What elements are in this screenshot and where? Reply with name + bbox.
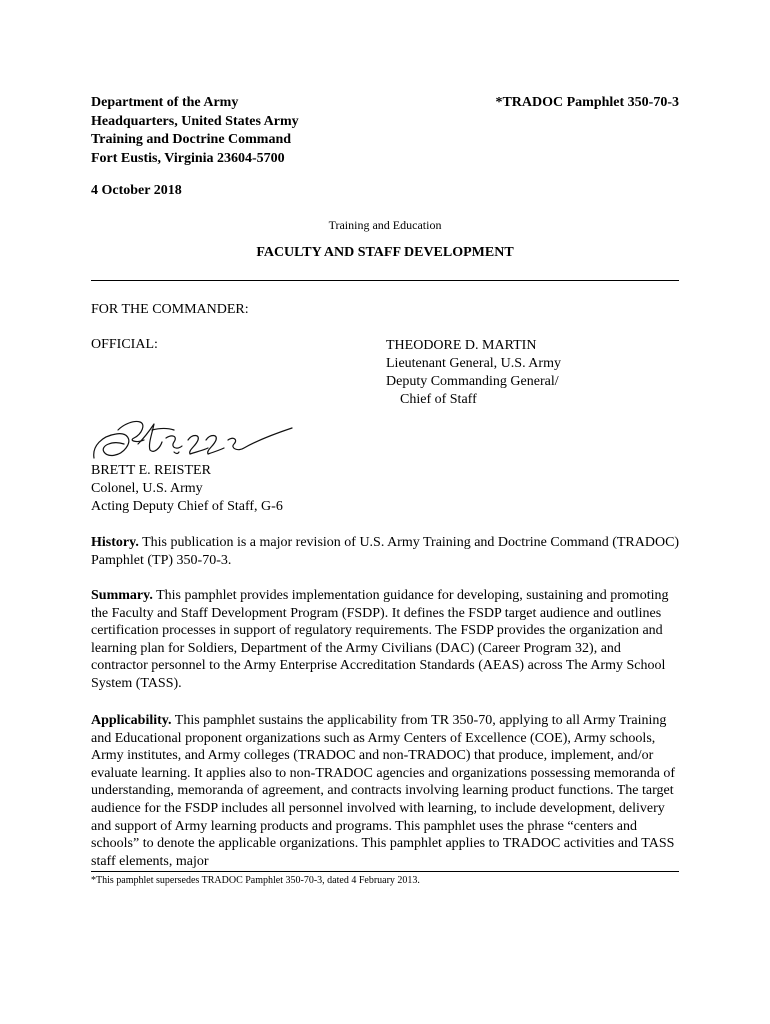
footnote-divider <box>91 871 679 872</box>
signer-rank: Colonel, U.S. Army <box>91 481 203 496</box>
commander-title-continued: Chief of Staff <box>400 392 477 407</box>
history-text: This publication is a major revision of U.S. Army Training and Doctrine Command (TRADOC) Pamphlet (TP) 350-70-3. <box>91 535 680 568</box>
commander-title: Deputy Commanding General/ <box>386 374 559 389</box>
signer-title: Acting Deputy Chief of Staff, G-6 <box>91 499 283 514</box>
applicability-text: This pamphlet sustains the applicability from TR 350-70, applying to all Army Training and Educational proponent organizations such as Army Centers of Excellence (COE), Army schools, Army institutes, and Army colleges (TRADOC and non-TRADOC) that produce, implement, and/or evaluate learning. It applies also to non-TRADOC agencies and organizations possessing memoranda of understanding, memoranda of agreement, and contracts involving learning product functions. The target audience for the FSDP includes all personnel involved with learning, to include development, delivery and support of Army learning products and programs. This pamphlet uses the phrase “centers and schools” to denote the applicable organizations. This pamphlet applies to TRADOC activities and TASS staff elements, major <box>91 713 676 869</box>
issuing-organization <box>91 94 299 168</box>
for-commander-label: FOR THE COMMANDER: <box>91 302 249 317</box>
summary-label: Summary. <box>91 588 153 603</box>
applicability-paragraph <box>91 712 681 870</box>
org-line: Headquarters, United States Army <box>91 113 299 129</box>
title-divider <box>91 280 679 281</box>
applicability-label: Applicability. <box>91 713 172 728</box>
history-label: History. <box>91 535 139 550</box>
document-title: FACULTY AND STAFF DEVELOPMENT <box>256 245 514 260</box>
commander-block <box>386 337 561 409</box>
summary-paragraph <box>91 587 681 693</box>
history-paragraph <box>91 534 681 569</box>
footnote: *This pamphlet supersedes TRADOC Pamphlet 350-70-3, dated 4 February 2013. <box>91 875 420 886</box>
commander-rank: Lieutenant General, U.S. Army <box>386 356 561 371</box>
summary-text: This pamphlet provides implementation guidance for developing, sustaining and promoting the Faculty and Staff Development Program (FSDP). It defines the FSDP target audience and outlines certification processes in support of regulatory requirements. The FSDP provides the organization and learning plan for Soldiers, Department of the Army Civilians (DAC) (Career Program 32), and contractor personnel to the Army Enterprise Accreditation Standards (AEAS) across The Army School System (TASS). <box>91 588 669 691</box>
signer-block <box>91 462 283 516</box>
org-line: Department of the Army <box>91 95 239 110</box>
pamphlet-id: *TRADOC Pamphlet 350-70-3 <box>495 95 679 110</box>
publication-date: 4 October 2018 <box>91 183 182 198</box>
org-line: Training and Doctrine Command <box>91 132 292 147</box>
subject-category: Training and Education <box>328 218 442 232</box>
official-label: OFFICIAL: <box>91 337 158 352</box>
org-line: Fort Eustis, Virginia 23604-5700 <box>91 150 285 166</box>
signer-name: BRETT E. REISTER <box>91 463 211 478</box>
commander-name: THEODORE D. MARTIN <box>386 338 537 353</box>
handwritten-signature <box>88 410 298 466</box>
